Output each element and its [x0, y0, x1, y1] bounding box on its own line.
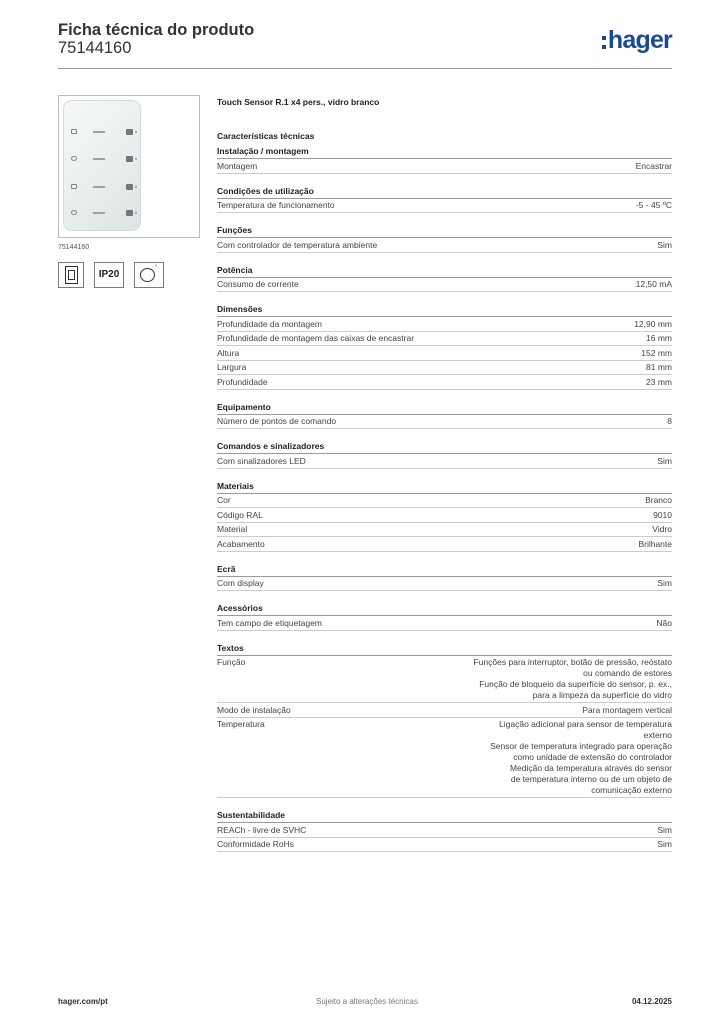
spec-groups: [217, 146, 672, 852]
spec-value: 23 mm: [646, 376, 672, 387]
image-code: 75144160: [58, 244, 90, 251]
spec-group: [217, 304, 672, 390]
spec-label: Profundidade de montagem das caixas de encastrar: [217, 333, 415, 343]
spec-row: [217, 278, 672, 293]
spec-value: 12,50 mA: [635, 279, 672, 289]
spec-value: -5 - 45 ºC: [635, 200, 672, 210]
spec-group: [217, 603, 672, 631]
spec-row: [217, 454, 672, 469]
spec-value: 16 mm: [646, 333, 672, 343]
technical-data: [217, 97, 672, 852]
ip20-badge: IP20: [94, 262, 124, 288]
spec-value: Sim: [657, 824, 672, 835]
product-image: [58, 95, 200, 238]
spec-group-title: Textos: [217, 643, 672, 656]
spec-value: Encastrar: [635, 160, 672, 171]
spec-label: Profundidade da montagem: [217, 318, 322, 329]
hager-logo: [602, 28, 672, 53]
spec-row: [217, 577, 672, 592]
spec-label: Montagem: [217, 160, 258, 171]
spec-label: Com display: [217, 578, 264, 588]
spec-row: [217, 317, 672, 332]
spec-value: Funções para interruptor, botão de pressão, reóstato ou comando de estores Função de bloqueio da superfície do sensor, p. ex., para a limpeza da superfície do vidro: [473, 657, 672, 700]
spec-group: [217, 225, 672, 253]
spec-group: [217, 146, 672, 174]
spec-value: 12,90 mm: [634, 318, 672, 329]
spec-label: Conformidade RoHs: [217, 839, 295, 849]
spec-row: [217, 523, 672, 538]
section-title: Características técnicas: [217, 131, 315, 141]
spec-row: [217, 346, 672, 361]
spec-value: 8: [667, 416, 672, 426]
spec-row: [217, 494, 672, 509]
spec-group: [217, 564, 672, 592]
spec-group-title: Ecrã: [217, 564, 672, 577]
spec-row: [217, 703, 672, 718]
spec-group-title: Condições de utilização: [217, 186, 672, 199]
spec-value: 152 mm: [641, 347, 672, 358]
spec-group-title: Potência: [217, 265, 672, 278]
spec-group: [217, 810, 672, 852]
spec-group: [217, 441, 672, 469]
spec-value: Sim: [657, 839, 672, 849]
spec-row: [217, 838, 672, 853]
temperature-sensor-icon: °: [134, 262, 164, 288]
spec-row: [217, 238, 672, 253]
spec-row: [217, 656, 672, 704]
spec-group-title: Equipamento: [217, 402, 672, 415]
spec-row: [217, 332, 672, 347]
touch-sensor-plate-illustration: [63, 100, 141, 231]
spec-label: Com sinalizadores LED: [217, 455, 306, 466]
spec-label: Altura: [217, 347, 240, 358]
spec-row: [217, 159, 672, 174]
spec-label: Modo de instalação: [217, 704, 291, 715]
spec-label: Largura: [217, 362, 247, 372]
spec-label: Consumo de corrente: [217, 279, 299, 289]
spec-group-title: Materiais: [217, 481, 672, 494]
spec-row: [217, 718, 672, 799]
logo-dots-icon: [602, 36, 606, 49]
spec-row: [217, 361, 672, 376]
spec-label: Com controlador de temperatura ambiente: [217, 239, 378, 250]
spec-group: [217, 265, 672, 293]
spec-row: [217, 199, 672, 214]
spec-group: [217, 186, 672, 214]
spec-label: Função: [217, 657, 246, 667]
spec-label: Acabamento: [217, 538, 265, 549]
spec-value: Vidro: [652, 524, 672, 534]
spec-row: [217, 375, 672, 390]
spec-label: REACh - livre de SVHC: [217, 824, 307, 835]
logo-wordmark: hager: [607, 26, 672, 54]
spec-value: Ligação adicional para sensor de temperatura externo Sensor de temperatura integrado para operação como unidade de extensão do controlador Medição da temperatura através do sensor de temperatura interno ou de um objeto de comunicação externo: [490, 719, 672, 795]
spec-value: Branco: [645, 495, 672, 505]
spec-group-title: Instalação / montagem: [217, 146, 672, 159]
spec-value: 81 mm: [646, 362, 672, 372]
spec-label: Cor: [217, 495, 231, 505]
spec-value: Para montagem vertical: [582, 704, 672, 715]
spec-row: [217, 823, 672, 838]
spec-value: 9010: [653, 509, 672, 520]
spec-group-title: Funções: [217, 225, 672, 238]
spec-value: Sim: [657, 578, 672, 588]
spec-label: Tem campo de etiquetagem: [217, 617, 322, 628]
footer-date: 04.12.2025: [631, 997, 672, 1006]
flush-mount-icon: [58, 262, 84, 288]
spec-row: [217, 508, 672, 523]
spec-label: Material: [217, 524, 248, 534]
spec-row: [217, 415, 672, 430]
spec-value: Sim: [657, 455, 672, 466]
spec-label: Número de pontos de comando: [217, 416, 337, 426]
product-code: 75144160: [58, 39, 132, 57]
spec-value: Sim: [657, 239, 672, 250]
spec-row: [217, 616, 672, 631]
spec-group: [217, 402, 672, 430]
spec-group-title: Dimensões: [217, 304, 672, 317]
document-title: Ficha técnica do produto: [58, 21, 255, 39]
product-name: Touch Sensor R.1 x4 pers., vidro branco: [217, 97, 380, 107]
spec-value: Brilhante: [638, 538, 672, 549]
spec-label: Profundidade: [217, 376, 268, 387]
page-header: [58, 20, 672, 69]
footer-site-link[interactable]: hager.com/pt: [58, 997, 108, 1006]
spec-group: [217, 481, 672, 552]
spec-label: Temperatura de funcionamento: [217, 200, 335, 210]
spec-group-title: Comandos e sinalizadores: [217, 441, 672, 454]
spec-label: Código RAL: [217, 509, 263, 520]
spec-group-title: Sustentabilidade: [217, 810, 672, 823]
spec-group-title: Acessórios: [217, 603, 672, 616]
spec-group: [217, 643, 672, 799]
spec-value: Não: [656, 617, 672, 628]
spec-label: Temperatura: [217, 719, 265, 729]
spec-row: [217, 537, 672, 552]
footer-note: Sujeito a alterações técnicas: [316, 997, 418, 1006]
